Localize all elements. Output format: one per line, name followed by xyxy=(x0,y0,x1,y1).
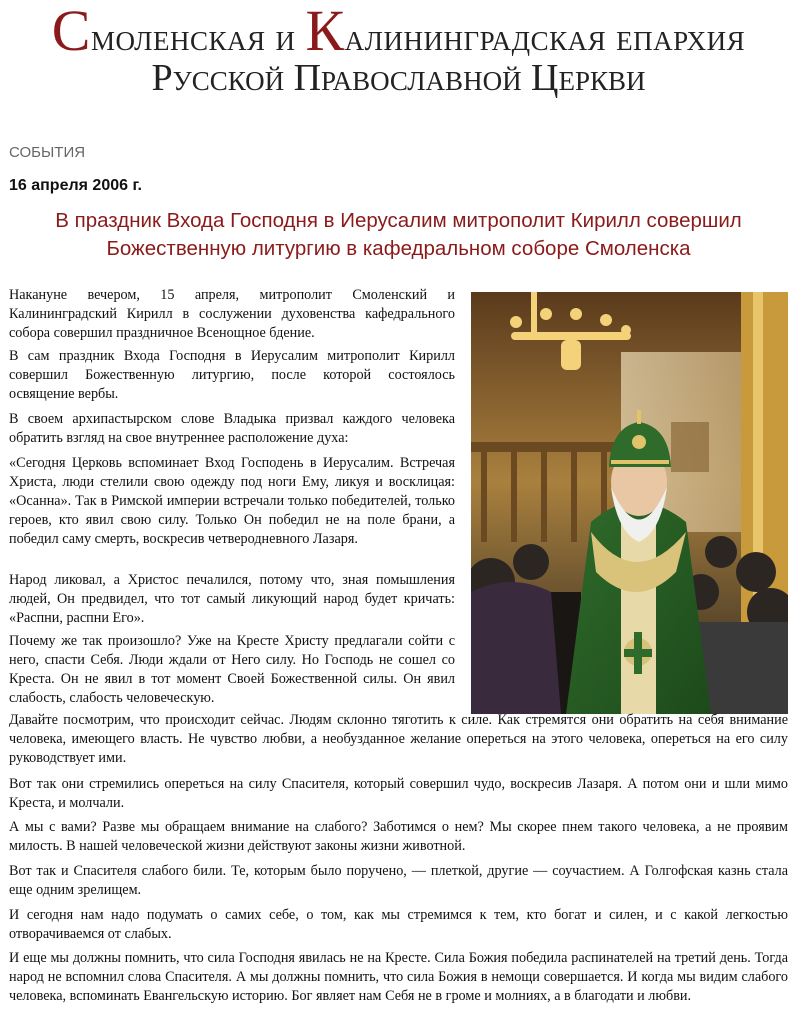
masthead-text-b: алининградская епархия xyxy=(344,17,746,59)
headline-line-1: В праздник Входа Господня в Иерусалим митрополит Кирилл совершил xyxy=(55,209,742,232)
paragraph-5: Народ ликовал, а Христос печалился, потому что, зная помышления людей, Он предвидел, что тот самый ликующий народ будет кричать: «Распни, распни Его». xyxy=(9,572,455,626)
masthead-line-2: Русской Православной Церкви xyxy=(151,57,646,99)
masthead-text-a: моленская и xyxy=(90,17,306,59)
paragraph-9: А мы с вами? Разве мы обращаем внимание на слабого? Заботимся о нем? Мы скорее пнем такого человека, а не проявим милость. В нашей человеческой жизни действуют законы жизни животной. xyxy=(9,819,788,854)
paragraph-4: «Сегодня Церковь вспоминает Вход Господень в Иерусалим. Встречая Христа, люди стелили свою одежду под ноги Ему, ликуя и восклицая: «Осанна». Так в Римской империи встречали только победителей, только героев, кто явил свою силу. Только Он победил не на поле брани, а победил саму смерть, воскресив четверодневного Лазаря. xyxy=(9,455,455,547)
paragraph-12: И еще мы должны помнить, что сила Господня явилась не на Кресте. Сила Божия победила распинателей на третий день. Тогда народ не вспомнил слова Спасителя. А мы должны помнить, что сила Божия в немощи совершается. И когда мы видим слабого человека, вспоминать Евангельскую историю. Бог являет нам Себя не в громе и молниях, а в благодати и любви. xyxy=(9,950,788,1004)
section-label: СОБЫТИЯ xyxy=(9,144,86,161)
paragraph-8: Вот так они стремились опереться на силу Спасителя, который совершил чудо, воскресив Лазаря. А потом они и шли мимо Креста, и молчали. xyxy=(9,776,788,811)
masthead-initial-s: С xyxy=(51,0,91,63)
paragraph-2: В сам праздник Входа Господня в Иерусалим митрополит Кирилл совершил Божественную литургию, после которой состоялось освящение вербы. xyxy=(9,348,455,402)
headline-line-2: Божественную литургию в кафедральном соборе Смоленска xyxy=(106,237,691,260)
article-headline xyxy=(0,207,797,263)
article-date: 16 апреля 2006 г. xyxy=(9,177,142,194)
liturgy-photo-illustration xyxy=(471,292,788,714)
paragraph-6: Почему же так произошло? Уже на Кресте Христу предлагали сойти с него, спасти Себя. Люди ждали от Него силу. Но Господь не сошел со Креста. Он не явил в тот момент Своей Божественной силы. Он явил слабость, слабость человеческую. xyxy=(9,633,455,706)
masthead-initial-k: К xyxy=(305,0,345,63)
masthead xyxy=(0,0,797,112)
liturgy-photo xyxy=(471,292,788,714)
paragraph-7: Давайте посмотрим, что происходит сейчас. Людям склонно тяготить к силе. Как стремятся они обратить на себя внимание человека, имеющего власть. Не чувство любви, а необузданное желание опереться на этого человека, опереться на его силу руководствует ими. xyxy=(9,712,788,766)
paragraph-1: Накануне вечером, 15 апреля, митрополит Смоленский и Калининградский Кирилл в сослужении духовенства кафедрального собора совершил праздничное Всенощное бдение. xyxy=(9,287,455,341)
paragraph-10: Вот так и Спасителя слабого били. Те, которым было поручено, — плеткой, другие — соучастием. А Голгофская казнь стала еще одним зрелищем. xyxy=(9,863,788,898)
paragraph-3: В своем архипастырском слове Владыка призвал каждого человека обратить взгляд на свое внутреннее расположение духа: xyxy=(9,411,455,446)
masthead-line-1 xyxy=(0,0,797,63)
paragraph-11: И сегодня нам надо подумать о самих себе, о том, как мы стремимся к тем, кто богат и силен, и с какой легкостью отворачиваемся от слабых. xyxy=(9,907,788,942)
